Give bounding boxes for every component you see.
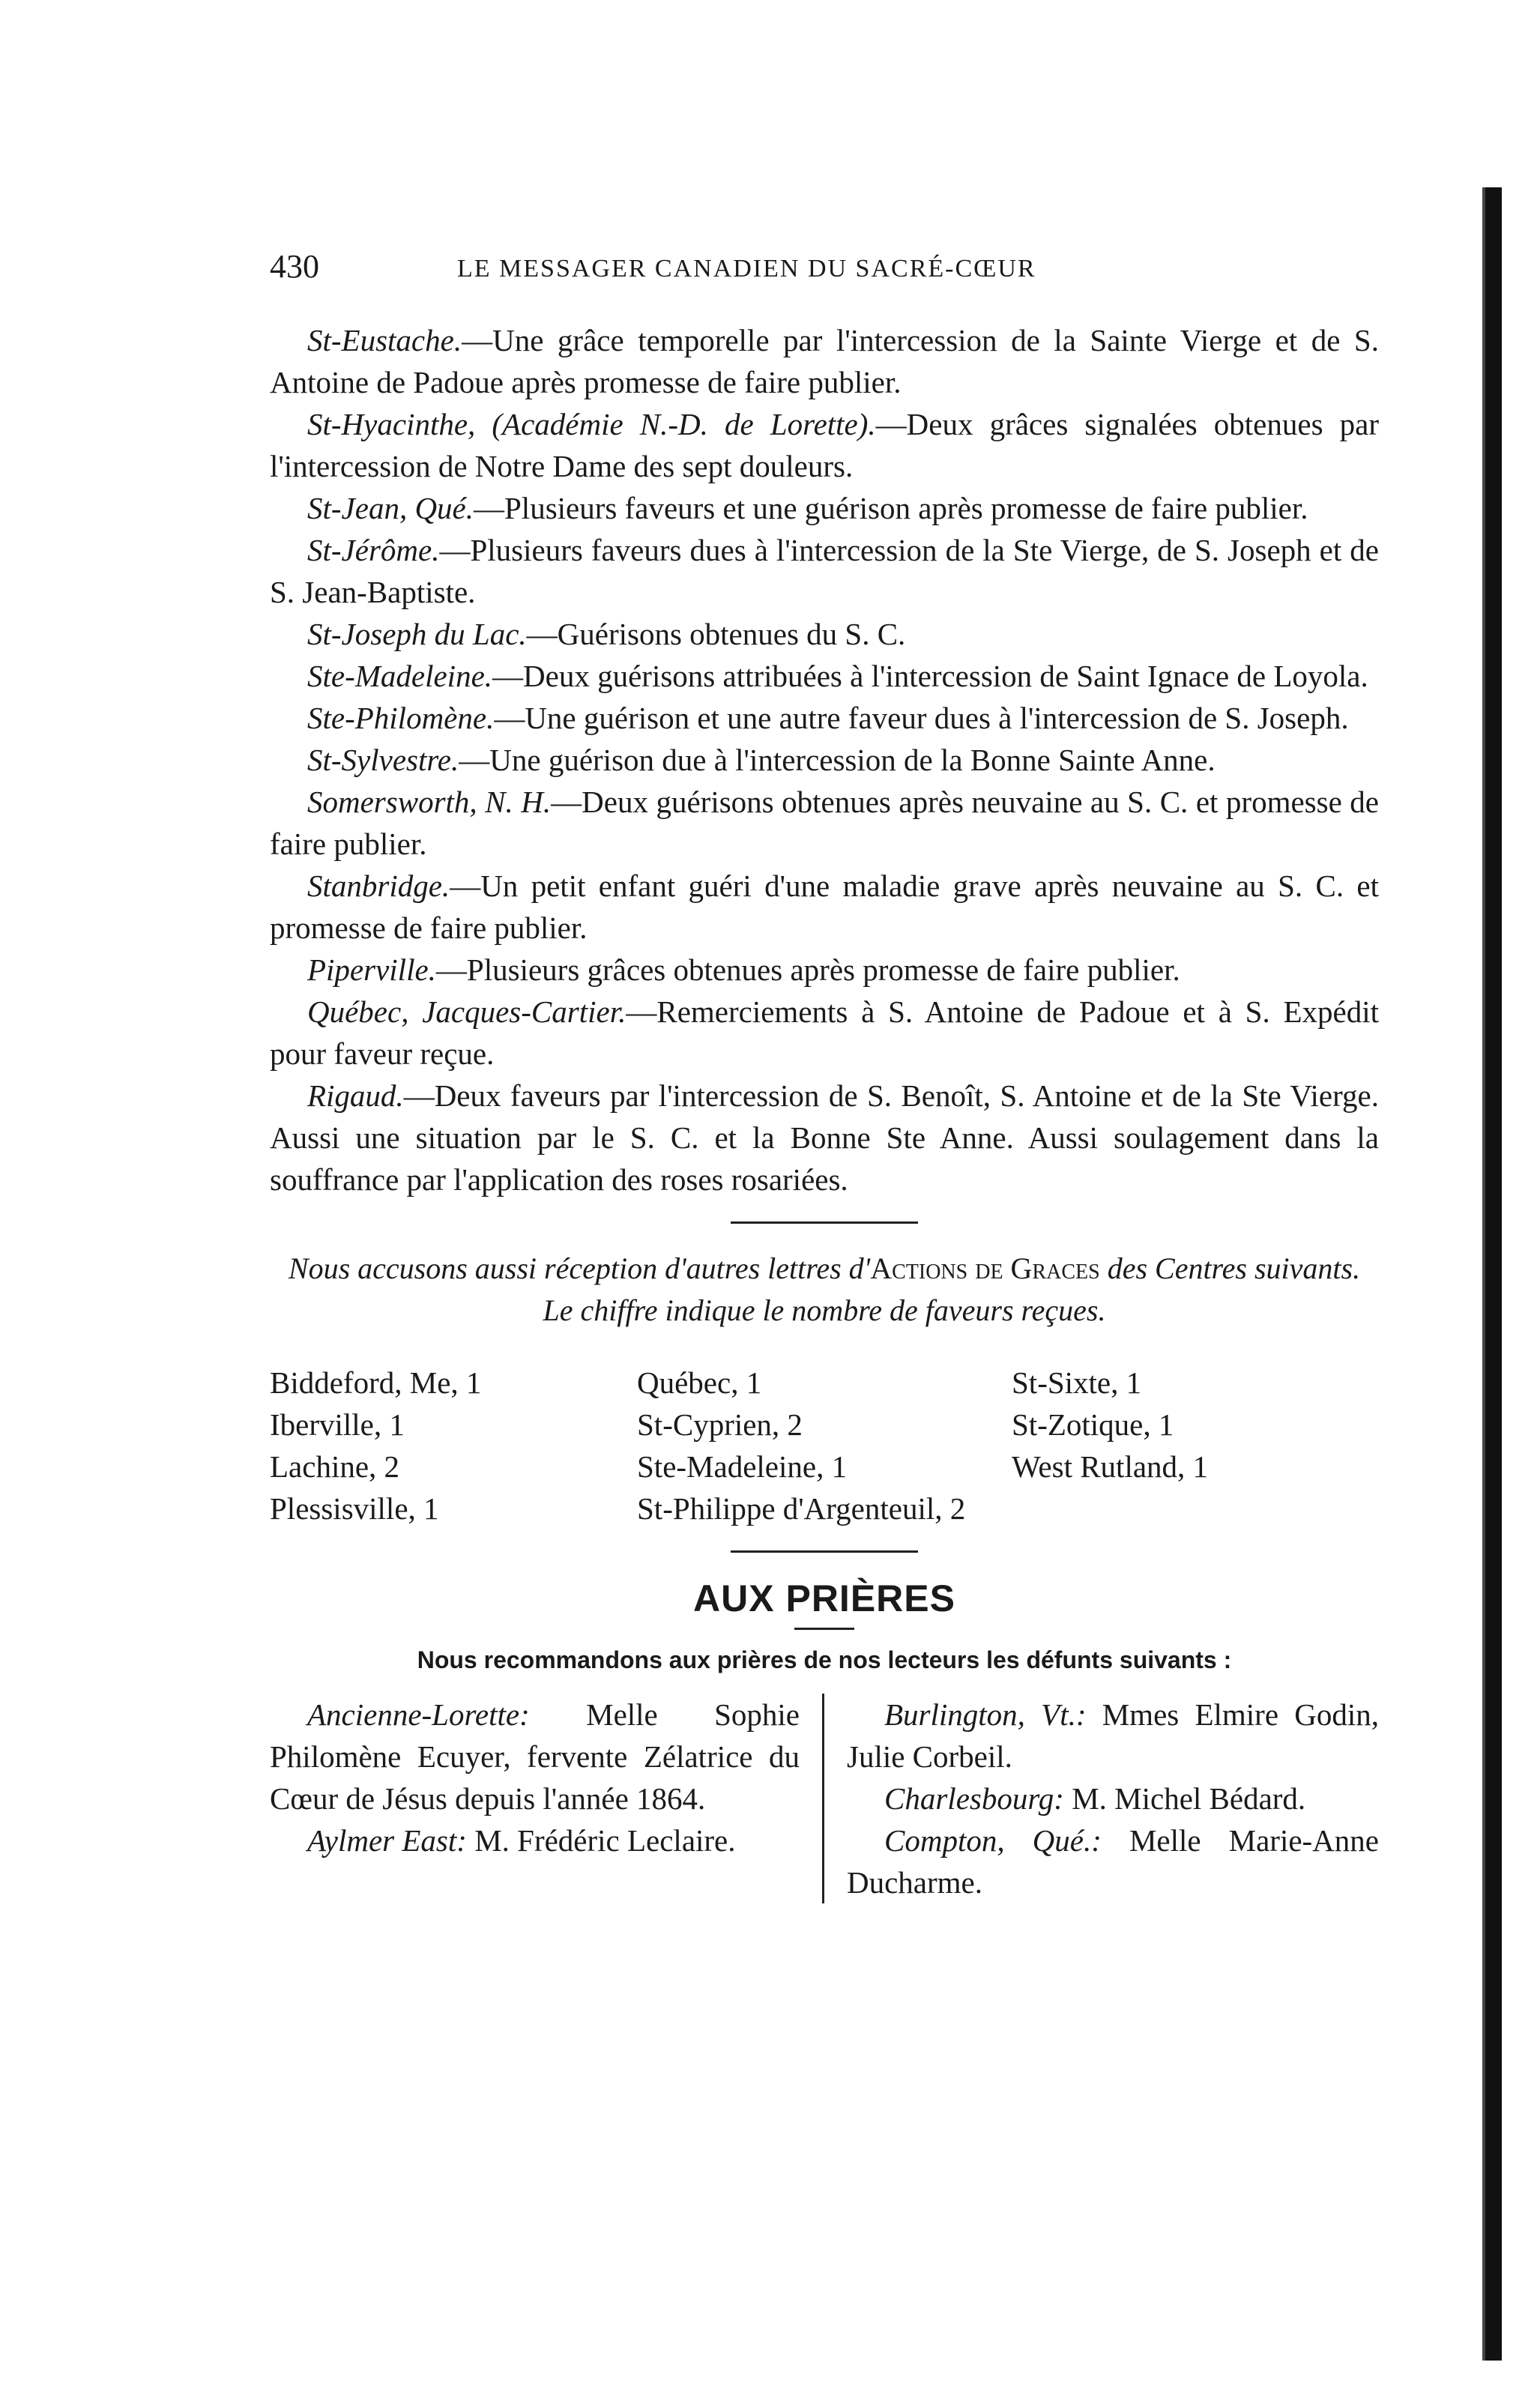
center-cell: Québec, 1 (637, 1365, 762, 1400)
entry: St-Hyacinthe, (Académie N.-D. de Lorette).—Deux grâces signalées obtenues par l'intercession de Notre Dame des sept douleurs. (270, 407, 1379, 483)
center-cell: Biddeford, Me, 1 (270, 1365, 482, 1400)
entry: Rigaud.—Deux faveurs par l'intercession de S. Benoît, S. Antoine et de la Ste Vierge. Aussi une situation par le S. C. et la Bonne Ste Anne. Aussi soulagement dans la souffrance par l'application des roses rosariées. (270, 1078, 1379, 1197)
thanksgiving-list (270, 319, 1379, 1200)
center-cell: St-Sixte, 1 (1012, 1365, 1142, 1400)
center-cell: St-Philippe d'Argenteuil, 2 (637, 1491, 966, 1526)
page-header (270, 247, 1379, 292)
deceased-entry: Charlesbourg: M. Michel Bédard. (884, 1781, 1306, 1816)
title-underline (794, 1628, 854, 1630)
entry: Ste-Madeleine.—Deux guérisons attribuées à l'intercession de Saint Ignace de Loyola. (307, 659, 1368, 693)
center-cell: Iberville, 1 (270, 1407, 405, 1442)
centers-table (270, 1362, 1379, 1529)
center-cell: Ste-Madeleine, 1 (637, 1449, 848, 1484)
prayers-subtitle: Nous recommandons aux prières de nos lecteurs les défunts suivants : (417, 1646, 1232, 1673)
center-cell: Plessisville, 1 (270, 1491, 439, 1526)
entry: Piperville.—Plusieurs grâces obtenues après promesse de faire publier. (307, 952, 1180, 987)
entry: St-Jean, Qué.—Plusieurs faveurs et une guérison après promesse de faire publier. (307, 491, 1308, 525)
center-cell: St-Cyprien, 2 (637, 1407, 803, 1442)
entry: St-Sylvestre.—Une guérison due à l'intercession de la Bonne Sainte Anne. (307, 743, 1216, 777)
entry: Stanbridge.—Un petit enfant guéri d'une maladie grave après neuvaine au S. C. et promesse de faire publier. (270, 869, 1379, 945)
center-cell: West Rutland, 1 (1012, 1449, 1209, 1484)
page-number: 430 (270, 248, 319, 285)
center-cell (1012, 1488, 1379, 1529)
deceased-column-right (824, 1694, 1379, 1903)
center-cell: Lachine, 2 (270, 1449, 400, 1484)
scan-edge-bar (1482, 187, 1502, 2361)
deceased-entry: Ancienne-Lorette: Melle Sophie Philomène Ecuyer, fervente Zélatrice du Cœur de Jésus depuis l'année 1864. (270, 1697, 800, 1816)
running-head: LE MESSAGER CANADIEN DU SACRÉ-CŒUR (457, 255, 1036, 283)
prayers-title: AUX PRIÈRES (693, 1577, 955, 1619)
entry: St-Joseph du Lac.—Guérisons obtenues du S. C. (307, 617, 906, 651)
entry: Québec, Jacques-Cartier.—Remerciements à S. Antoine de Padoue et à S. Expédit pour faveur reçue. (270, 994, 1379, 1071)
center-cell: St-Zotique, 1 (1012, 1407, 1174, 1442)
entry: St-Eustache.—Une grâce temporelle par l'intercession de la Sainte Vierge et de S. Antoine de Padoue après promesse de faire publier. (270, 323, 1379, 399)
entry: Ste-Philomène.—Une guérison et une autre faveur dues à l'intercession de S. Joseph. (307, 701, 1349, 735)
centers-notice: Nous accusons aussi réception d'autres lettres d'Actions de Graces des Centres suivants. Le chiffre indique le nombre de faveurs reçues. (288, 1251, 1361, 1327)
section-divider (731, 1221, 918, 1224)
section-divider (731, 1550, 918, 1553)
deceased-entry: Burlington, Vt.: Mmes Elmire Godin, Julie Corbeil. (847, 1697, 1379, 1774)
deceased-entry: Compton, Qué.: Melle Marie-Anne Ducharme. (847, 1823, 1379, 1900)
page (270, 247, 1379, 1903)
deceased-entry: Aylmer East: M. Frédéric Leclaire. (307, 1823, 736, 1858)
deceased-list (270, 1694, 1379, 1903)
entry: St-Jérôme.—Plusieurs faveurs dues à l'intercession de la Ste Vierge, de S. Joseph et de S. Jean-Baptiste. (270, 533, 1379, 609)
entry: Somersworth, N. H.—Deux guérisons obtenues après neuvaine au S. C. et promesse de faire publier. (270, 785, 1379, 861)
deceased-column-left (270, 1694, 824, 1903)
